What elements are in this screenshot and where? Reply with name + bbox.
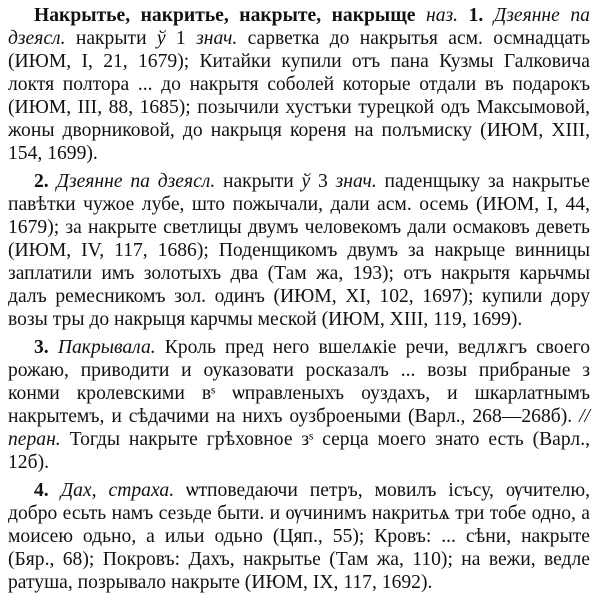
italic-text: знач.: [335, 171, 377, 192]
body-text: [49, 171, 57, 192]
dictionary-entry: [8, 4, 590, 594]
body-text: накрыти: [215, 171, 302, 192]
sense-paragraph-3: [8, 336, 590, 474]
body-text: накрыти: [65, 28, 157, 49]
body-text: [49, 337, 58, 358]
sense-paragraph-4: [8, 479, 590, 594]
body-text: [458, 5, 469, 26]
body-text: 3: [310, 171, 336, 192]
italic-text: Дзеянне па дзеясл.: [8, 5, 590, 49]
body-text: [415, 5, 426, 26]
body-text: Кроль пред него вшелѧкіе речи, ведлѫгъ своего рожаю, приводити и оуказовати росказалъ ... возы прибраные з конми кролевскими вˢ ѡправленыхъ оуздахъ, и шкарлатнымъ накрытемъ, и сѣдачими на нихъ оузброеными (Варл., 268—268б).: [8, 337, 590, 427]
body-text: 1: [165, 28, 197, 49]
body-text: Тогды накрыте грѣховное зˢ серца моего знато есть (Варл., 12б).: [8, 429, 590, 473]
bold-text: 4.: [34, 480, 49, 501]
body-text: паденщыку за накрытье павѣтки чужое лубе, што пожычали, дали асм. осемь (ИЮМ, I, 44, 1679); за накрыте светлицы двумъ человекомъ дали осмаковъ деветь (ИЮМ, IV, 117, 1686); Поденщикомъ двумъ за накрыце винницы заплатили имъ золотыхъ два (Там жа, 193); отъ накрытя карьчмы далъ ремесникомъ зол. одинъ (ИЮМ, XI, 102, 1697); купили дору возы тры до накрыця карчмы меской (ИЮМ, XIII, 119, 1699).: [8, 171, 591, 330]
bold-text: 3.: [34, 337, 49, 358]
bold-text: Накрытье, накритье, накрыте, накрыще: [34, 5, 416, 26]
italic-text: Дзеянне па дзеясл.: [56, 171, 216, 192]
body-text: сарветка до накрытья асм. осмнадцать (ИЮМ, I, 21, 1679); Китайки купили отъ пана Кузмы Галковича локтя полтора ... до накрытя соболей которые отдали въ подарокъ (ИЮМ, III, 88, 1685); позычили хустъки турецкой одъ Максымовой, жоны дворниковой, до накрыця кореня на полъмиску (ИЮМ, XIII, 154, 1699).: [8, 28, 591, 164]
italic-text: //: [572, 406, 590, 427]
italic-text: наз.: [425, 5, 459, 26]
sense-paragraph-2: [8, 170, 590, 331]
italic-text: перан.: [8, 429, 61, 450]
body-text: [49, 480, 61, 501]
italic-text: Пакрывала.: [57, 337, 156, 358]
italic-text: ў: [156, 28, 166, 49]
bold-text: 2.: [34, 171, 49, 192]
italic-text: знач.: [196, 28, 238, 49]
body-text: [483, 5, 494, 26]
body-text: ѡтповедаючи петръ, мовилъ ісъсу, ѹчителю, добро есьть намъ сезьде быти. и ѹчинимъ накритьѧ три тобе одно, а моисею одьно, а ильи одьно (Цяп., 55); Кровъ: ... сѣни, накрыте (Бяр., 68); Покровъ: Дахъ, накрытье (Там жа, 110); на вежи, ведле ратуша, позрывало накрыте (ИЮМ, IX, 117, 1692).: [8, 480, 590, 593]
italic-text: ў: [301, 171, 311, 192]
bold-text: 1.: [468, 5, 484, 26]
sense-paragraph-1: [8, 4, 590, 165]
italic-text: Дах, страха.: [60, 480, 175, 501]
